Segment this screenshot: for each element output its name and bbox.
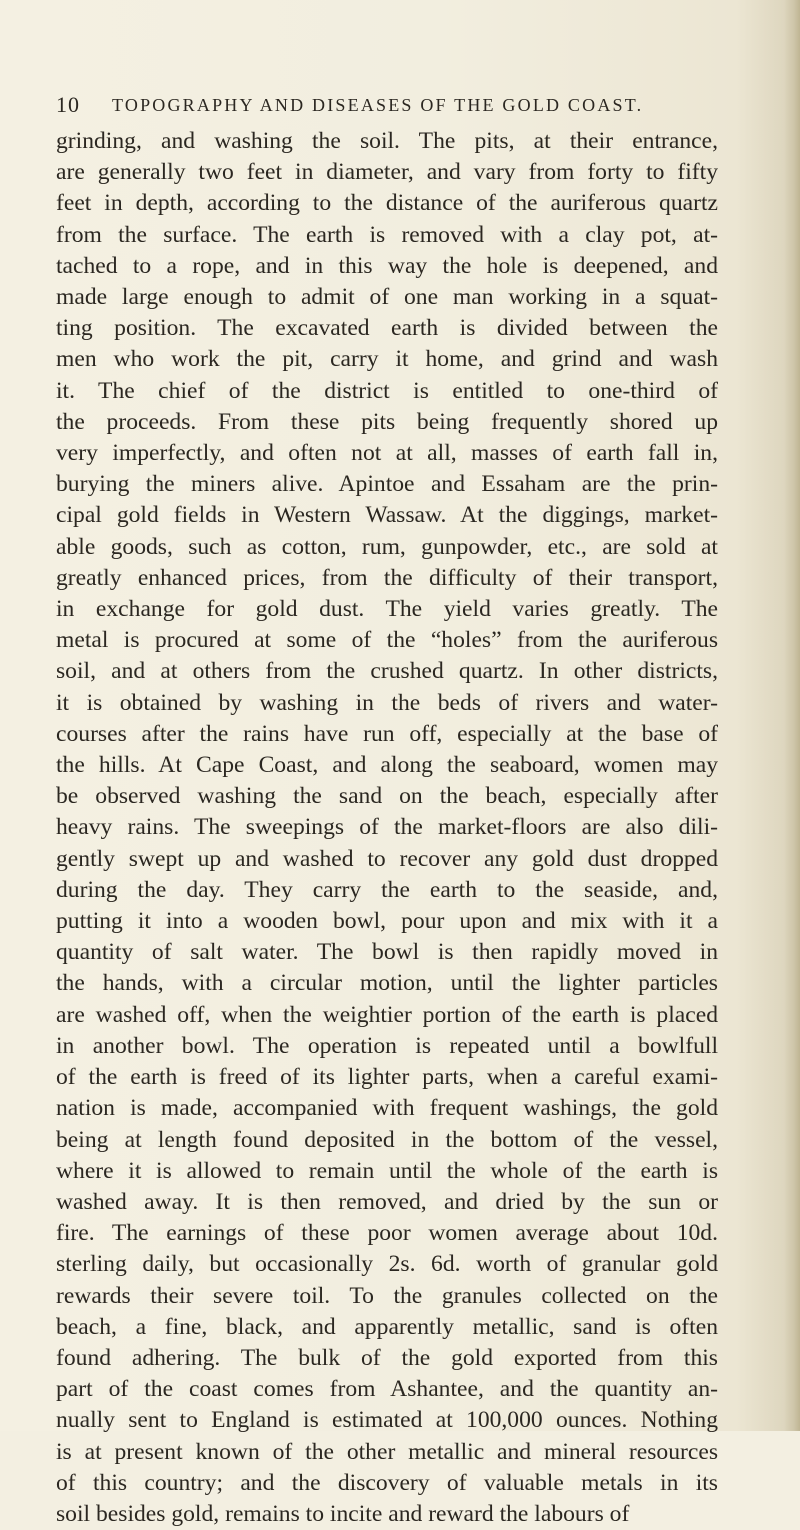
- text-line: gently swept up and washed to recover any gold dust dropped: [56, 845, 718, 872]
- text-line: greatly enhanced prices, from the difficulty of their transport,: [56, 564, 718, 591]
- text-line: able goods, such as cotton, rum, gunpowder, etc., are sold at: [56, 533, 718, 560]
- text-line: it. The chief of the district is entitled to one-third of: [56, 377, 718, 404]
- text-line: feet in depth, according to the distance of the auriferous quartz: [56, 190, 718, 217]
- text-line: rewards their severe toil. To the granules collected on the: [56, 1282, 718, 1309]
- text-line: beach, a fine, black, and apparently metallic, sand is often: [56, 1313, 718, 1340]
- text-line: found adhering. The bulk of the gold exported from this: [56, 1344, 718, 1371]
- page-header: [56, 92, 696, 122]
- text-line: ting position. The excavated earth is divided between the: [56, 315, 718, 342]
- text-line: washed away. It is then removed, and dried by the sun or: [56, 1188, 718, 1215]
- text-line: from the surface. The earth is removed with a clay pot, at-: [56, 221, 718, 248]
- text-line: cipal gold fields in Western Wassaw. At the diggings, market-: [56, 502, 718, 529]
- text-line: metal is procured at some of the “holes” from the auriferous: [56, 627, 718, 654]
- text-line: the hills. At Cape Coast, and along the seaboard, women may: [56, 752, 718, 779]
- text-line: it is obtained by washing in the beds of rivers and water-: [56, 689, 718, 716]
- page-edge-shadow: [784, 0, 800, 1431]
- page-number: 10: [56, 92, 80, 117]
- text-line: during the day. They carry the earth to the seaside, and,: [56, 876, 718, 903]
- text-line: in another bowl. The operation is repeated until a bowlfull: [56, 1032, 718, 1059]
- text-line: soil, and at others from the crushed quartz. In other districts,: [56, 658, 718, 685]
- text-line: putting it into a wooden bowl, pour upon and mix with it a: [56, 908, 718, 935]
- text-line: grinding, and washing the soil. The pits, at their entrance,: [56, 128, 718, 154]
- text-line: tached to a rope, and in this way the hole is deepened, and: [56, 252, 718, 279]
- text-line: be observed washing the sand on the beach, especially after: [56, 783, 718, 810]
- text-line: where it is allowed to remain until the whole of the earth is: [56, 1157, 718, 1184]
- text-line: part of the coast comes from Ashantee, and the quantity an-: [56, 1376, 718, 1403]
- text-line: fire. The earnings of these poor women average about 10d.: [56, 1220, 718, 1247]
- text-line: in exchange for gold dust. The yield varies greatly. The: [56, 596, 718, 623]
- text-line: of the earth is freed of its lighter parts, when a careful exami-: [56, 1064, 718, 1091]
- text-line: courses after the rains have run off, especially at the base of: [56, 720, 718, 747]
- text-line: very imperfectly, and often not at all, masses of earth fall in,: [56, 440, 718, 467]
- body-text: [56, 126, 718, 1530]
- text-line: are washed off, when the weightier portion of the earth is placed: [56, 1001, 718, 1028]
- text-line: men who work the pit, carry it home, and grind and wash: [56, 346, 718, 373]
- text-line: is at present known of the other metallic and mineral resources: [56, 1438, 718, 1465]
- text-line: being at length found deposited in the bottom of the vessel,: [56, 1126, 718, 1153]
- text-line: the hands, with a circular motion, until the lighter particles: [56, 970, 718, 997]
- text-line: sterling daily, but occasionally 2s. 6d. worth of granular gold: [56, 1251, 718, 1278]
- text-line: soil besides gold, remains to incite and reward the labours of: [56, 1500, 630, 1527]
- text-line: nually sent to England is estimated at 100,000 ounces. Nothing: [56, 1407, 718, 1434]
- text-line: the proceeds. From these pits being frequently shored up: [56, 408, 718, 435]
- text-line: quantity of salt water. The bowl is then rapidly moved in: [56, 939, 718, 966]
- text-line: burying the miners alive. Apintoe and Essaham are the prin-: [56, 471, 718, 498]
- text-line: of this country; and the discovery of valuable metals in its: [56, 1469, 718, 1496]
- text-line: nation is made, accompanied with frequent washings, the gold: [56, 1095, 718, 1122]
- text-line: are generally two feet in diameter, and vary from forty to fifty: [56, 159, 718, 186]
- running-head: TOPOGRAPHY AND DISEASES OF THE GOLD COAST.: [112, 95, 644, 115]
- text-line: heavy rains. The sweepings of the market-floors are also dili-: [56, 814, 718, 841]
- text-line: made large enough to admit of one man working in a squat-: [56, 284, 718, 311]
